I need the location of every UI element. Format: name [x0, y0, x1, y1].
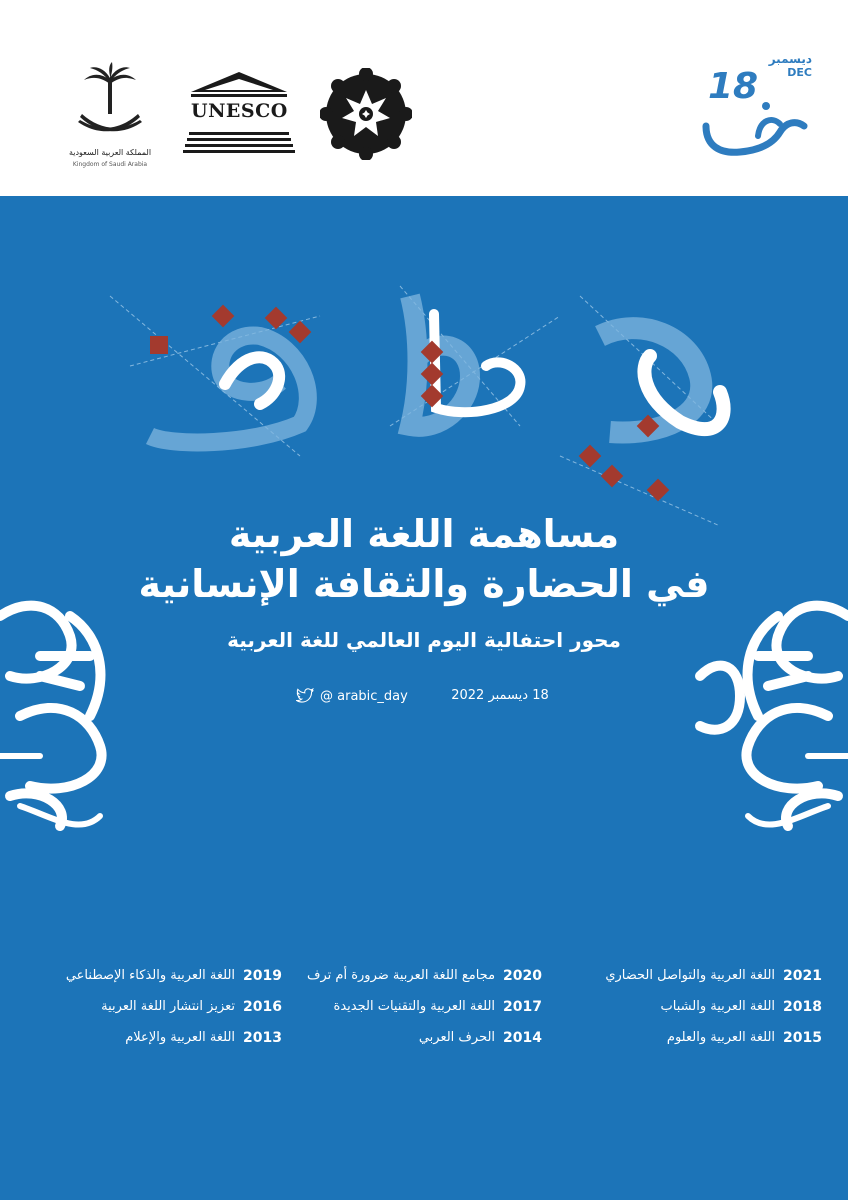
theme-row — [562, 991, 822, 1022]
theme-row — [22, 960, 282, 991]
palm-swords-emblem-icon — [60, 62, 160, 144]
theme-text: اللغة العربية والتقنيات الجديدة — [333, 999, 496, 1014]
twitter-bird-icon — [296, 688, 314, 704]
arabic-day-emblem — [320, 68, 412, 160]
theme-row — [562, 960, 822, 991]
arabic-day-dec18-logo — [700, 52, 812, 162]
letter-qaf — [150, 305, 311, 443]
theme-year: 2020 — [503, 967, 542, 984]
theme-text: اللغة العربية والعلوم — [666, 1030, 776, 1045]
subtitle: محور احتفالية اليوم العالمي للغة العربية — [227, 628, 621, 652]
theme-year: 2016 — [243, 998, 282, 1015]
theme-row — [22, 991, 282, 1022]
theme-row — [282, 960, 542, 991]
theme-text: الحرف العربي — [418, 1030, 496, 1045]
title-line-1: مساهمة اللغة العربية — [228, 512, 620, 556]
theme-year: 2018 — [783, 998, 822, 1015]
handle-text: @ arabic_day — [320, 688, 408, 704]
unesco-logo — [183, 70, 295, 160]
saudi-name-arabic: المملكة العربية السعودية — [68, 148, 152, 157]
letter-ya — [579, 328, 724, 501]
theme-year: 2021 — [783, 967, 822, 984]
theme-year: 2013 — [243, 1029, 282, 1046]
month-english: DEC — [787, 66, 812, 79]
themes-column-1 — [562, 960, 822, 1053]
month-arabic: ديسمبر — [768, 52, 812, 66]
theme-row — [282, 991, 542, 1022]
theme-row — [282, 1022, 542, 1053]
saudi-name-english: Kingdom of Saudi Arabia — [72, 161, 148, 168]
theme-year: 2015 — [783, 1029, 822, 1046]
theme-text: تعزيز انتشار اللغة العربية — [101, 999, 236, 1014]
octagram-star-emblem-icon — [320, 68, 412, 160]
letter-ha — [410, 296, 520, 427]
twitter-handle[interactable] — [296, 688, 426, 704]
theme-year: 2017 — [503, 998, 542, 1015]
themes-column-2 — [282, 960, 542, 1053]
themes-column-3 — [22, 960, 282, 1053]
theme-text: اللغة العربية والذكاء الإصطناعي — [65, 968, 236, 983]
theme-text: مجامع اللغة العربية ضرورة أم ترف — [307, 968, 496, 983]
theme-text: اللغة العربية والإعلام — [125, 1030, 236, 1045]
theme-text: اللغة العربية والشباب — [660, 999, 776, 1014]
title-line-2: في الحضارة والثقافة الإنسانية — [138, 562, 710, 606]
theme-text: اللغة العربية والتواصل الحضاري — [605, 968, 776, 983]
theme-year: 2019 — [243, 967, 282, 984]
header — [0, 0, 848, 196]
theme-year: 2014 — [503, 1029, 542, 1046]
day-number: 18 — [708, 66, 759, 107]
unesco-wordmark: UNESCO — [191, 100, 288, 122]
theme-row — [22, 1022, 282, 1053]
saudi-logo — [60, 62, 160, 172]
themes-grid — [22, 960, 822, 1060]
event-date: 18 ديسمبر 2022 — [451, 688, 549, 703]
arabic-dad-letter-icon — [700, 96, 810, 162]
theme-row — [562, 1022, 822, 1053]
